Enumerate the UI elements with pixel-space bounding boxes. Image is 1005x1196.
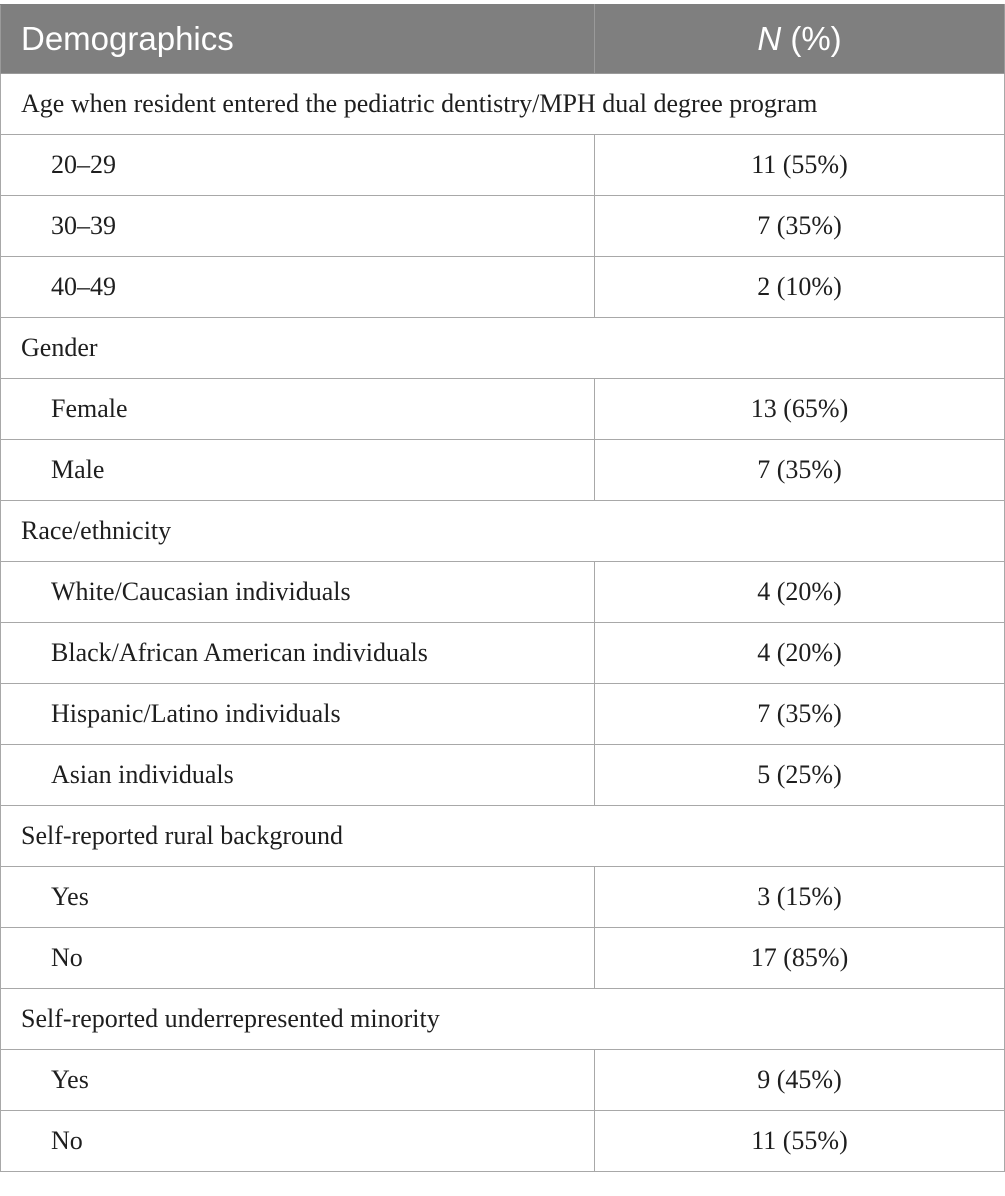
table-row xyxy=(1,867,1005,928)
row-value: 11 (55%) xyxy=(595,1111,1005,1172)
row-label: No xyxy=(1,1111,595,1172)
section-title: Age when resident entered the pediatric dentistry/MPH dual degree program xyxy=(1,74,1005,135)
section-title: Race/ethnicity xyxy=(1,501,1005,562)
header-percent: (%) xyxy=(781,20,842,57)
table-header-row xyxy=(1,5,1005,74)
table-row xyxy=(1,928,1005,989)
row-label: Asian individuals xyxy=(1,745,595,806)
row-value: 7 (35%) xyxy=(595,684,1005,745)
header-n: N xyxy=(757,20,782,57)
table-row xyxy=(1,135,1005,196)
table-row xyxy=(1,684,1005,745)
row-label: Hispanic/Latino individuals xyxy=(1,684,595,745)
row-label: Yes xyxy=(1,867,595,928)
row-value: 2 (10%) xyxy=(595,257,1005,318)
row-value: 3 (15%) xyxy=(595,867,1005,928)
table-body xyxy=(1,74,1005,1172)
row-label: 20–29 xyxy=(1,135,595,196)
table-row xyxy=(1,623,1005,684)
table-row xyxy=(1,257,1005,318)
row-label: Female xyxy=(1,379,595,440)
section-title: Gender xyxy=(1,318,1005,379)
section-row xyxy=(1,74,1005,135)
row-label: Black/African American individuals xyxy=(1,623,595,684)
row-value: 11 (55%) xyxy=(595,135,1005,196)
table-row xyxy=(1,379,1005,440)
section-row xyxy=(1,806,1005,867)
row-value: 4 (20%) xyxy=(595,623,1005,684)
demographics-table xyxy=(0,4,1005,1172)
header-demographics: Demographics xyxy=(1,5,595,74)
section-row xyxy=(1,501,1005,562)
row-value: 17 (85%) xyxy=(595,928,1005,989)
demographics-table-container xyxy=(0,4,1004,1172)
table-row xyxy=(1,1050,1005,1111)
header-n-percent xyxy=(595,5,1005,74)
row-label: 40–49 xyxy=(1,257,595,318)
row-label: Yes xyxy=(1,1050,595,1111)
table-row xyxy=(1,1111,1005,1172)
row-value: 7 (35%) xyxy=(595,440,1005,501)
row-label: Male xyxy=(1,440,595,501)
table-row xyxy=(1,440,1005,501)
table-row xyxy=(1,745,1005,806)
row-label: 30–39 xyxy=(1,196,595,257)
table-row xyxy=(1,196,1005,257)
row-value: 7 (35%) xyxy=(595,196,1005,257)
section-title: Self-reported underrepresented minority xyxy=(1,989,1005,1050)
row-value: 9 (45%) xyxy=(595,1050,1005,1111)
section-row xyxy=(1,989,1005,1050)
row-value: 5 (25%) xyxy=(595,745,1005,806)
row-value: 4 (20%) xyxy=(595,562,1005,623)
section-title: Self-reported rural background xyxy=(1,806,1005,867)
row-value: 13 (65%) xyxy=(595,379,1005,440)
row-label: White/Caucasian individuals xyxy=(1,562,595,623)
row-label: No xyxy=(1,928,595,989)
table-row xyxy=(1,562,1005,623)
section-row xyxy=(1,318,1005,379)
